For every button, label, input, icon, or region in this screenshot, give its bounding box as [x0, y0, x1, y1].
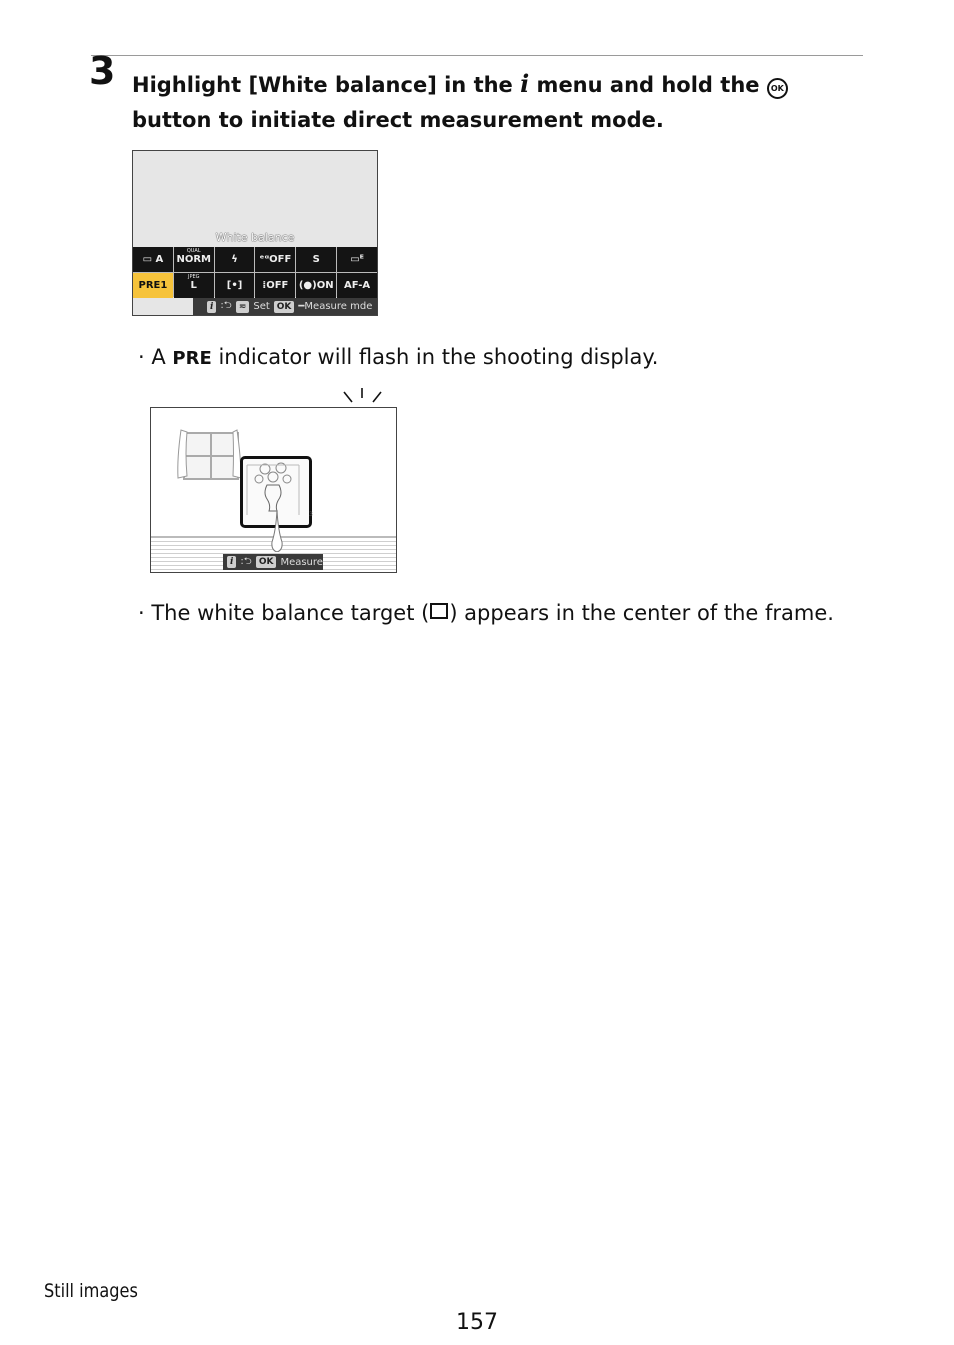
i-menu-cell-image-size: JPEG L: [174, 273, 214, 298]
i-menu-cell-monitor-mode: ▭ᴱ: [337, 247, 377, 272]
header-rule: [91, 55, 863, 56]
screen2-guide-bar: [223, 554, 323, 570]
bullet-target-center: · The white balance target ( ) appears in the center of the frame.: [138, 601, 834, 625]
i-menu-cell-focus-mode: AF-A: [337, 273, 377, 298]
step-number: 3: [89, 49, 116, 93]
side-mark: 3: [309, 511, 313, 518]
i-menu-cell-metering: [•]: [215, 273, 255, 298]
i-menu-icon: i: [520, 69, 530, 98]
white-balance-label: White balance: [215, 231, 295, 244]
i-button-icon: i: [227, 556, 236, 568]
i-menu-cell-wireless: ᵉᵅOFF: [255, 247, 295, 272]
ok-key-icon: OK: [274, 301, 295, 313]
ok-key-icon: OK: [256, 556, 277, 568]
set-label: Set: [253, 301, 270, 312]
step-title-text-1: Highlight [White balance] in the: [132, 73, 521, 97]
pre-keyword: PRE: [172, 348, 212, 369]
measure-label: Measure: [280, 556, 323, 568]
drip-shape-icon: [271, 510, 283, 552]
i-menu-grid: [133, 247, 377, 297]
curtain-icon: [175, 428, 245, 480]
i-menu-cell-active-d-lighting: ⁞OFF: [255, 273, 295, 298]
ok-button-icon: OK: [767, 78, 788, 99]
i-menu-cell-flash-mode: ϟ: [215, 247, 255, 272]
i-menu-cell-white-balance-selected: PRE1: [133, 273, 173, 298]
bullet-pre-indicator: · A PRE indicator will flash in the shooting display.: [138, 345, 659, 369]
target-square-icon: [430, 603, 448, 619]
camera-screen-i-menu: [132, 150, 378, 316]
step-title: [132, 66, 872, 138]
step-title-text-3: button to initiate direct measurement mode.: [132, 108, 664, 132]
i-menu-cell-image-quality: QUAL NORM: [174, 247, 214, 272]
screen1-guide-bar: [193, 298, 377, 315]
command-dial-icon: ≂: [236, 301, 250, 313]
back-icon: :⮌: [240, 555, 252, 567]
i-button-icon: i: [207, 301, 216, 313]
camera-screen-shooting-display: [150, 407, 397, 573]
i-menu-cell-vibration-reduction: (●)ON: [296, 273, 336, 298]
step-title-text-2: menu and hold the: [529, 73, 767, 97]
footer-section-title: Still images: [44, 1280, 138, 1302]
back-icon: :⮌: [220, 300, 232, 311]
page-number: 157: [456, 1310, 498, 1335]
i-menu-cell-release-mode: S: [296, 247, 336, 272]
i-menu-cell-picture-control: ▭ A: [133, 247, 173, 272]
measure-mode-label: ━Measure mde: [298, 301, 373, 312]
